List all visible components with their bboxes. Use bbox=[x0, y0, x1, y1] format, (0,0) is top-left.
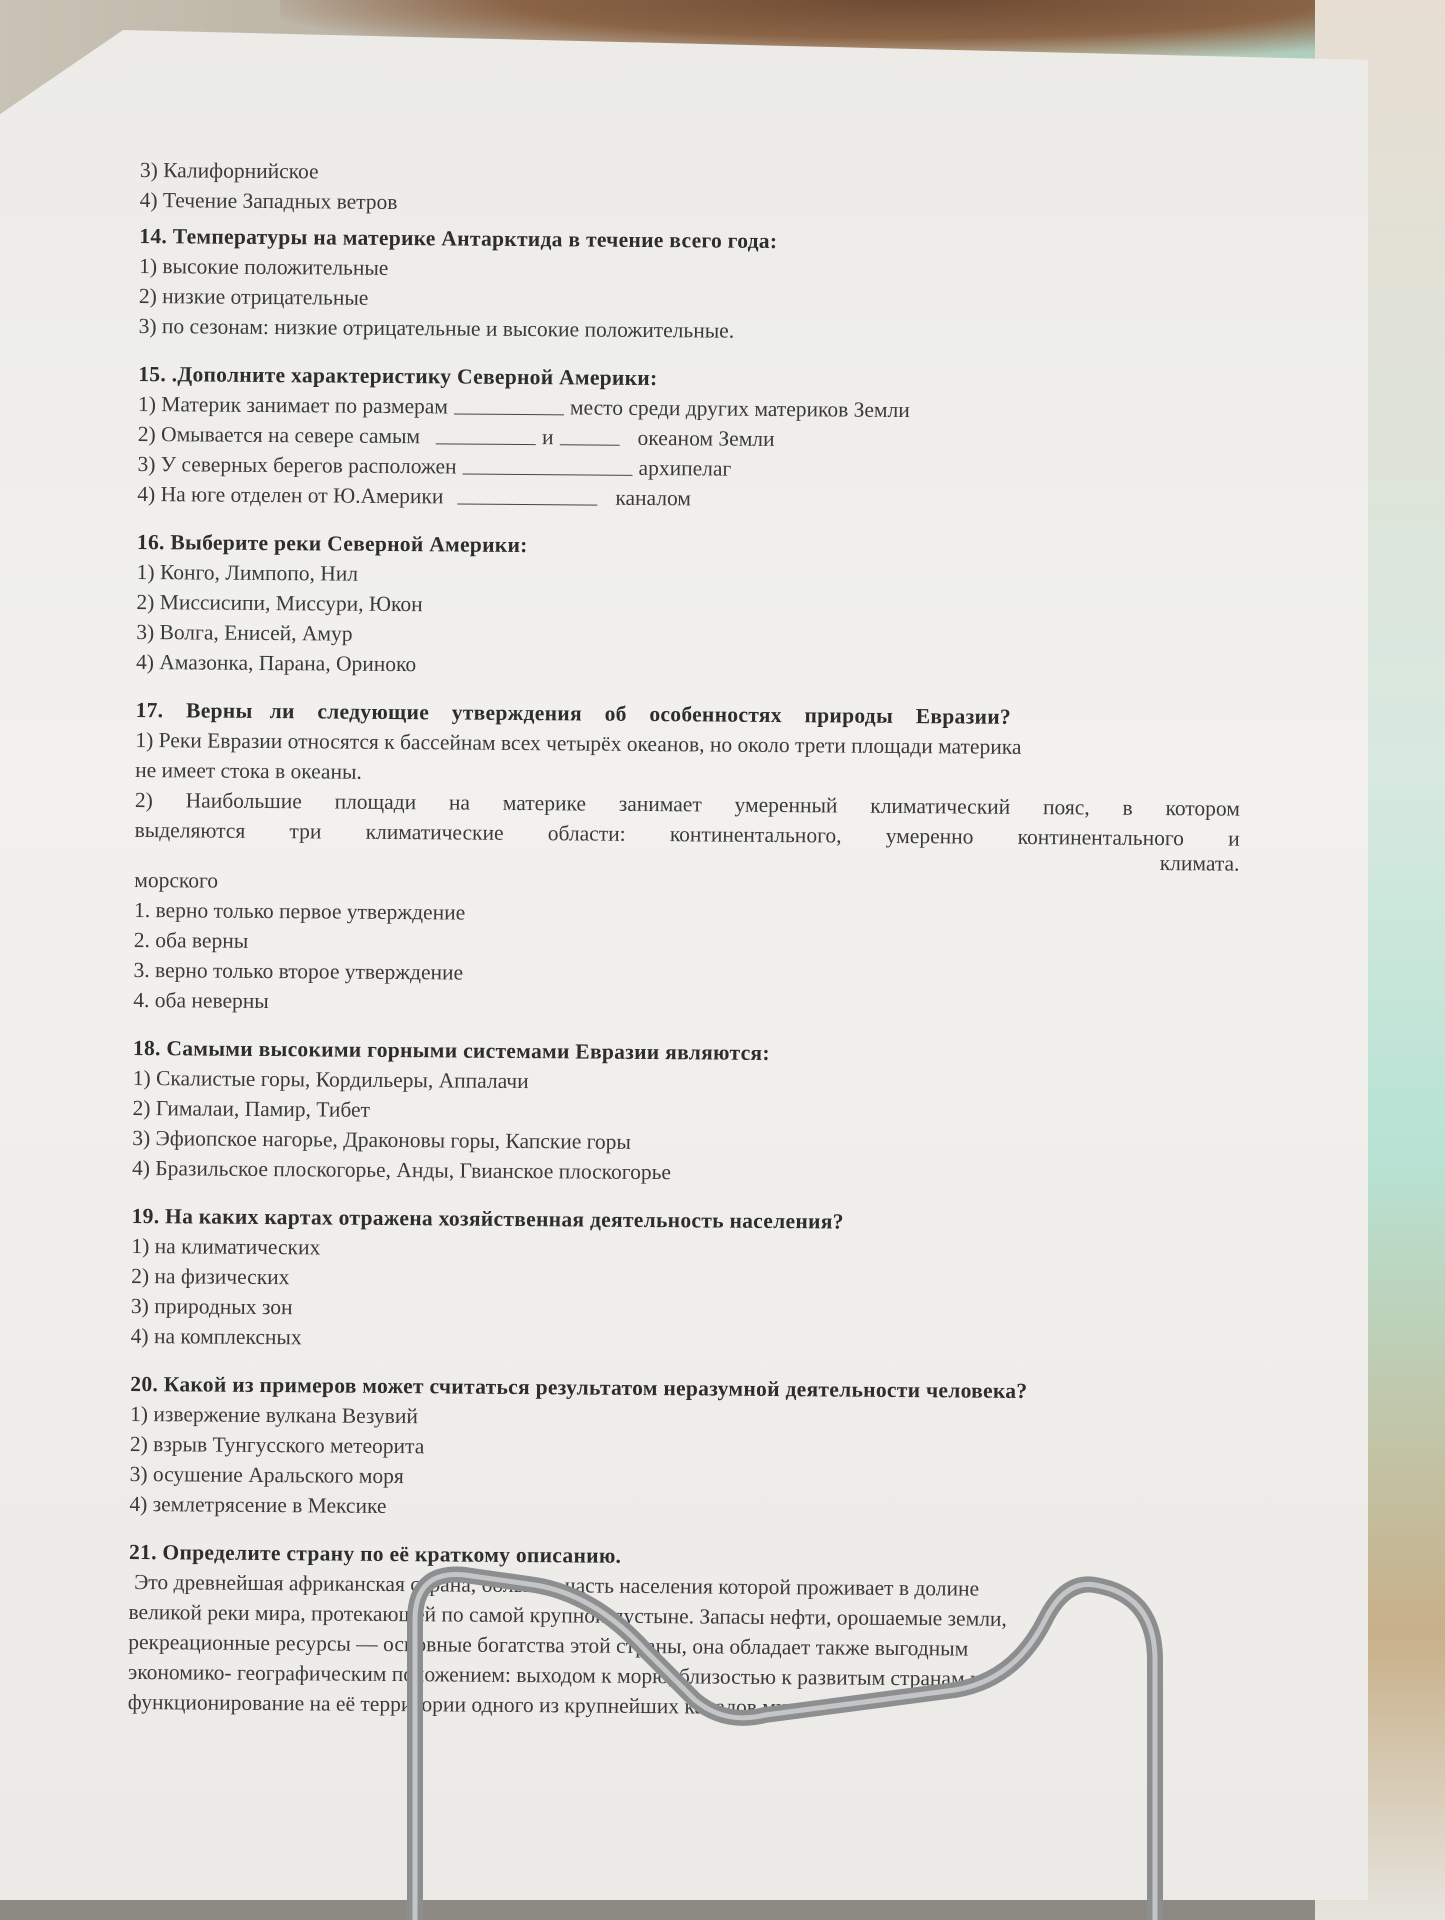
fill-suffix: место среди других материков Земли bbox=[569, 395, 910, 423]
option: 2. оба верны bbox=[133, 927, 249, 953]
option: 4) Амазонка, Парана, Ориноко bbox=[135, 649, 417, 677]
option: 3) природных зон bbox=[130, 1293, 293, 1320]
option: 2) Миссисипи, Миссури, Юкон bbox=[136, 589, 423, 617]
fill-connector: и bbox=[541, 425, 554, 450]
fill-prompt: 4) На юге отделен от Ю.Америки bbox=[137, 481, 444, 509]
fill-prompt: 2) Омывается на севере самым bbox=[137, 421, 421, 449]
statement-2-cont: выделяются три климатические области: континентального, умеренно континентального и bbox=[134, 817, 1240, 851]
option: 1. верно только первое утверждение bbox=[133, 897, 466, 925]
option: 2) низкие отрицательные bbox=[138, 283, 369, 310]
question-title: 14. Температуры на материке Антарктида в течение всего года: bbox=[139, 223, 778, 254]
question-title: 19. На каких картах отражена хозяйственная деятельность населения? bbox=[131, 1203, 844, 1234]
question-title: 21. Определите страну по её краткому описанию. bbox=[128, 1539, 622, 1568]
answer-blank[interactable] bbox=[457, 482, 597, 506]
option: 2) на физических bbox=[131, 1263, 290, 1290]
option: 2) взрыв Тунгусского метеорита bbox=[129, 1431, 425, 1459]
option: 4) на комплексных bbox=[130, 1323, 302, 1350]
option: 2) Гималаи, Памир, Тибет bbox=[132, 1095, 371, 1122]
description-line: Это древнейшая африканская страна, большая часть населения которой проживает в долине bbox=[128, 1569, 980, 1601]
option: 3) Калифорнийское bbox=[139, 157, 319, 184]
option: 1) Конго, Лимпопо, Нил bbox=[136, 559, 359, 586]
option: 3) по сезонам: низкие отрицательные и высокие положительные. bbox=[138, 313, 735, 343]
option: 1) на климатических bbox=[131, 1233, 321, 1260]
question-title: 15. .Дополните характеристику Северной Америки: bbox=[138, 361, 658, 391]
option: 3) Эфиопское нагорье, Драконовы горы, Капские горы bbox=[132, 1125, 632, 1154]
question-16 bbox=[136, 527, 1242, 686]
description-line: экономико- географическим положением: выходом к морю, близостью к развитым странам и bbox=[127, 1659, 982, 1691]
previous-question-fragment bbox=[140, 155, 1245, 224]
option: 1) извержение вулкана Везувий bbox=[130, 1401, 418, 1429]
option: 3) Волга, Енисей, Амур bbox=[136, 619, 353, 646]
fill-suffix: каналом bbox=[615, 485, 692, 511]
fill-suffix: океаном Земли bbox=[637, 425, 775, 451]
option: 4) землетрясение в Мексике bbox=[129, 1491, 387, 1518]
question-17 bbox=[133, 695, 1240, 1024]
fill-prompt: 1) Материк занимает по размерам bbox=[137, 391, 449, 419]
answer-blank[interactable] bbox=[463, 452, 633, 476]
question-title: 18. Самыми высокими горными системами Евразии являются: bbox=[132, 1035, 770, 1065]
description-line: рекреационные ресурсы — основные богатства этой страны, она обладает также выгодным bbox=[128, 1629, 969, 1661]
question-14 bbox=[139, 221, 1245, 350]
statement-2-cont: климата. bbox=[1159, 851, 1240, 876]
question-15 bbox=[137, 359, 1243, 518]
question-title: 20. Какой из примеров может считаться результатом неразумной деятельности человека? bbox=[130, 1371, 1028, 1404]
statement-1: 1) Реки Евразии относятся к бассейнам всех четырёх океанов, но около трети площади материка bbox=[135, 727, 1022, 759]
statement-2: 2) Наибольшие площади на материке занимает умеренный климатический пояс, в котором bbox=[134, 787, 1240, 821]
option: 4. оба неверны bbox=[133, 987, 269, 1014]
option: 1) высокие положительные bbox=[139, 253, 389, 280]
wire-stand bbox=[395, 1500, 1195, 1920]
question-title: 16. Выберите реки Северной Америки: bbox=[136, 529, 528, 558]
answer-blank[interactable] bbox=[436, 421, 536, 445]
option: 3. верно только второе утверждение bbox=[133, 957, 464, 985]
description-line: функционирование на её территории одного из крупнейших каналов мира. bbox=[127, 1689, 814, 1720]
question-19 bbox=[131, 1201, 1237, 1360]
statement-1-cont: не имеет стока в океаны. bbox=[135, 757, 362, 784]
option: 4) Течение Западных ветров bbox=[139, 187, 398, 215]
fill-prompt: 3) У северных берегов расположен bbox=[137, 451, 457, 479]
question-title: 17. Верны ли следующие утверждения об особенностях природы Евразии? bbox=[135, 697, 1012, 729]
option: 3) осушение Аральского моря bbox=[129, 1461, 404, 1489]
description-line: великой реки мира, протекающей по самой крупной пустыне. Запасы нефти, орошаемые земли, bbox=[128, 1599, 1007, 1631]
answer-blank[interactable] bbox=[454, 391, 564, 415]
statement-2-cont: морского bbox=[134, 867, 219, 893]
question-18 bbox=[132, 1033, 1238, 1192]
option: 4) Бразильское плоскогорье, Анды, Гвианское плоскогорье bbox=[131, 1155, 672, 1185]
fill-suffix: архипелаг bbox=[638, 455, 732, 481]
option: 1) Скалистые горы, Кордильеры, Аппалачи bbox=[132, 1065, 529, 1094]
answer-blank[interactable] bbox=[560, 422, 620, 445]
